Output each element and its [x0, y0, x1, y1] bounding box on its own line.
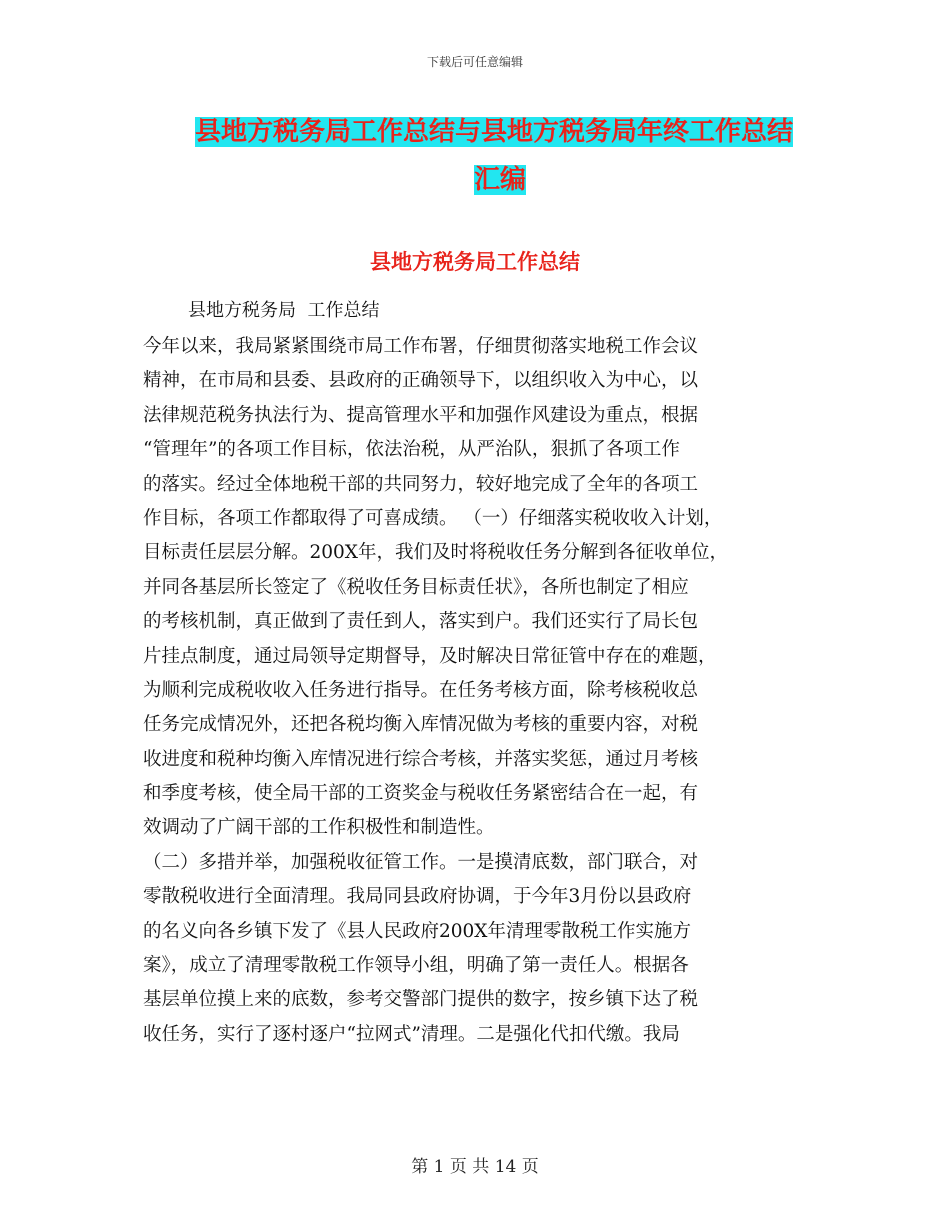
subheading: 县地方税务局 工作总结	[188, 300, 380, 321]
body-line: 的名义向各乡镇下发了《县人民政府200X年清理零散税工作实施方	[143, 920, 691, 942]
body-line: 目标责任层层分解。200X年，我们及时将税收任务分解到各征收单位，	[143, 542, 728, 564]
title-line-2: 汇编	[473, 165, 526, 195]
body-line: （二）多措并举，加强税收征管工作。一是摸清底数，部门联合，对	[143, 851, 699, 873]
body-line: 今年以来，我局紧紧围绕市局工作布署，仔细贯彻落实地税工作会议	[143, 336, 699, 357]
body-line: 案》，成立了清理零散税工作领导小组，明确了第一责任人。根据各	[143, 955, 689, 977]
body-line: 和季度考核，使全局干部的工资奖金与税收任务紧密结合在一起，有	[143, 783, 699, 805]
header-note: 下载后可任意编辑	[426, 55, 523, 69]
body-line: 效调动了广阔干部的工作积极性和制造性。	[143, 817, 495, 839]
body-line: 收进度和税种均衡入库情况进行综合考核，并落实奖惩，通过月考核	[143, 748, 699, 770]
body-line: 作目标，各项工作都取得了可喜成绩。 （一）仔细落实税收收入计划，	[143, 507, 723, 529]
body-line: 为顺利完成税收收入任务进行指导。在任务考核方面，除考核税收总	[143, 679, 699, 701]
document-title	[195, 108, 805, 204]
body-line: 收任务，实行了逐村逐户“拉网式”清理。二是强化代扣代缴。我局	[143, 1023, 680, 1045]
body-line: 零散税收进行全面清理。我局同县政府协调，于今年3月份以县政府	[143, 886, 692, 908]
body-line: 片挂点制度，通过局领导定期督导，及时解决日常征管中存在的难题，	[143, 645, 717, 667]
body-line: 并同各基层所长签定了《税收任务目标责任状》，各所也制定了相应	[143, 576, 689, 598]
body-line: “管理年”的各项工作目标，依法治税，从严治队，狠抓了各项工作	[143, 439, 680, 461]
body-line: 法律规范税务执法行为、提高管理水平和加强作风建设为重点，根据	[143, 404, 699, 426]
body-line: 精神，在市局和县委、县政府的正确领导下，以组织收入为中心，以	[143, 370, 699, 392]
body-line: 的落实。经过全体地税干部的共同努力，较好地完成了全年的各项工	[143, 473, 699, 495]
title-line-1: 县地方税务局工作总结与县地方税务局年终工作总结	[195, 117, 794, 147]
body-line: 的考核机制，真正做到了责任到人，落实到户。我们还实行了局长包	[143, 611, 699, 633]
page-footer: 第 1 页 共 14 页	[411, 1157, 539, 1177]
body-line: 基层单位摸上来的底数，参考交警部门提供的数字，按乡镇下达了税	[143, 989, 699, 1011]
body-line: 任务完成情况外，还把各税均衡入库情况做为考核的重要内容，对税	[143, 714, 699, 736]
section-title: 县地方税务局工作总结	[370, 250, 580, 274]
body-text	[143, 330, 823, 1052]
